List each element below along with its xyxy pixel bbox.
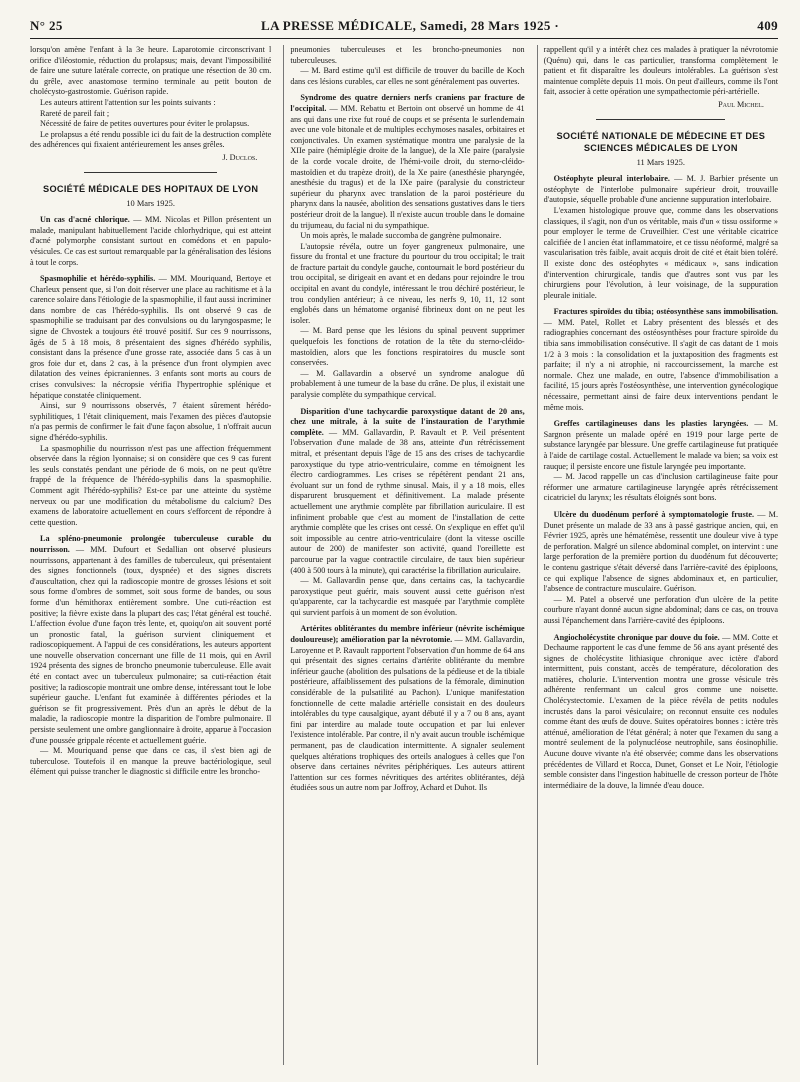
communication-title: Greffes cartilagineuses dans les plasties laryngées. [553, 419, 749, 429]
communication [290, 407, 524, 577]
paragraph: — M. Bard estime qu'il est difficile de trouver du bacille de Koch dans ces lésions curables, car elles ne sont généralement pas ouvertes. [290, 66, 525, 86]
paragraph: rappellent qu'il y a intérêt chez ces malades à pratiquer la névrotomie (Quénu) qui, dans le cas particulier, transforma complètement le patient et fit disparaître les douleurs intolérables. La guérison s'est maintenue complète depuis 11 mois. On peut d'ailleurs, comme ils l'ont fait, associer à cette opération une sympathectomie péri-artérielle. [543, 45, 778, 97]
communication [544, 510, 778, 595]
communication [30, 274, 271, 401]
communication-text: — MM. Rebattu et Bertoin ont observé un homme de 41 ans qui dans une rixe fut roué de coups et se présenta le surlendemain avec une vole bitonale et de multiples ecchymoses nasales, orbitaires et conjonctivales. Un examen systématique montra une paralysie de la XIIe paire (hémiplégie droite de la langue), de la XIe paire (paralysie de la corde vocale droite, de l'hémi-voile droit, du sterno-cléido-mastoïdien et du trapèze droit), de la Xe paire (anesthésie pharyngée, anesthésie du tragus) et de la IXe paire (paralysie du constricteur supérieur du pharynx avec translation de la paroi postérieure du pharynx dans la nausée, abolition des sensations gustatives dans le tiers postérieur droit de la langue). Il n'existe aucun trouble dans le domaine du trijumeau, du facial ni du sympathique. [290, 103, 525, 230]
paragraph: Rareté de pareil fait ; [40, 108, 110, 118]
communication-text: — MM. Nicolas et Pillon présentent un malade, manipulant habituellement l'acide chlorhydrique, qui est atteint d'acné polymorphe consistant surtout en comédons et en papulo-vésicules. Ce cas est surtout remarquable par la généralisation des lésions à tout le corps. [30, 215, 272, 267]
paragraph: Nécessité de faire de petites ouvertures pour éviter le prolapsus. [40, 119, 250, 129]
signature: Paul Michel. [718, 99, 764, 109]
paragraph: Un mois après, le malade succomba de gangrène pulmonaire. [300, 231, 502, 241]
communication [290, 624, 524, 794]
session-date: 10 Mars 1925. [126, 198, 175, 208]
paragraph: — M. Patel a observé une perforation d'un ulcère de la petite courbure n'ayant donné aucun signe abdominal; dans ce cas, on trouva aussi l'épanchement dans l'arrière-cavité des épiploons. [543, 594, 778, 625]
journal-page [30, 18, 778, 1070]
communication [544, 307, 778, 413]
session-date: 11 Mars 1925. [636, 157, 685, 167]
page-number: 409 [757, 18, 778, 33]
paragraph: — M. Jacod rappelle un cas d'inclusion cartilagineuse faite pour réformer une armature cartilagineuse laryngée après rétrécissement cicatriciel du larynx; les résultats éloignés sont bons. [543, 472, 778, 503]
communication-title: Fractures spiroïdes du tibia; ostéosynthèse sans immobilisation. [553, 307, 778, 317]
paragraph: — M. Gallavardin a observé un syndrome analogue dû probablement à une tumeur de la base du crâne. De plus, il existait une paralysie complète du sympathique cervical. [290, 368, 525, 399]
communication [30, 534, 271, 746]
communication [544, 419, 778, 472]
journal-title: LA PRESSE MÉDICALE, Samedi, 28 Mars 1925 · [261, 18, 560, 33]
communication-text: — M. Sargnon présente un malade opéré en 1919 pour large perte de substance laryngée par blessure. Une greffe cartilagineuse fut pratiquée à l'aide de cartilage costal. Actuellement le malade va bien; sa voix est rauque; il persiste encore une fistule laryngée peu importante. [543, 419, 778, 471]
signature: J. Duclos. [222, 152, 258, 162]
communication-text: — MM. Dufourt et Sedallian ont observé plusieurs nourrissons, appartenant à des familles de tuberculeux, qui présentaient des signes fonctionnels (toux, dyspnée) et des signes discrets d'auscultation, chez qui la radioscopie montre de grosses lésions et soit sous forme d'ombres de sommet, soit sous forme de bandes, ou sous forme d'un hémithorax entièrement sombre. Une cuti-réaction est positive; la fièvre existe dans la plupart des cas; l'état général est touché. L'affection évolue d'une façon très lente, et, quoiqu'on ait souvent porté un pronostic fatal, la guérison survient cliniquement et radioscopiquement. A l'appui de ces considérations, les auteurs apportent une nouvelle observation concernant une fille de 11 mois, qui en Avril 1924 présenta des signes de broncho pneumonie tuberculeuse. Elle avait été en contact avec un tuberculeux pulmonaire; sa cuti-réaction était positive; la radioscopie montrait une ombre dense, intéressant tout le lobe supérieur gauche. L'enfant fut examinée à différentes périodes et la guérison se fit progressivement. Près d'un an après le début de la maladie, la radioscopie montre la disparition de l'ombre pulmonaire. Il persiste seulement une ombre ganglionnaire à droite, apparue à l'occasion d'une poussée grippale récente et actuellement guérie. [30, 544, 272, 745]
communication-text: — M. J. Barbier présente un ostéophyte de l'interlobe pulmonaire supérieur droit, trouvaille d'autopsie, séquelle probable d'une ancienne suppuration interlobaire. [543, 174, 778, 205]
communication-title: Ostéophyte pleural interlobaire. [553, 174, 670, 184]
communication [290, 93, 524, 231]
communication-title: Artérites oblitérantes du membre inférieur (névrite ischémique douloureuse); amélioration par la névrotomie. [290, 624, 525, 645]
communication [544, 174, 778, 206]
text-columns [30, 45, 778, 1065]
section-divider [84, 172, 217, 173]
communication-title: Spasmophilie et hérédo-syphilis. [40, 274, 156, 284]
paragraph: Le prolapsus a été rendu possible ici du fait de la destruction complète des adhérences qui fixaient antérieurement les anses grêles. [30, 129, 272, 150]
communication-title: Angiocholécystite chronique par douve du foie. [553, 632, 720, 642]
paragraph: Les auteurs attirent l'attention sur les points suivants : [40, 97, 216, 107]
paragraph: La spasmophilie du nourrisson n'est pas une affection fréquemment observée dans la région lyonnaise; si on considère que ces 9 cas furent les seuls constatés pendant une période de 6 mois, on ne peut qu'être frappé de la fréquence de l'hérédo-syphilis dans la spasmophilie. Comment agit l'hérédo-syphilis? Est-ce par une atteinte du système nerveux ou par une modification du métabolisme du calcium? Des examens de laboratoire actuellement en cours s'efforcent de répondre à cette question. [30, 443, 272, 527]
communication-title: Ulcère du duodénum perforé à symptomatologie fruste. [553, 509, 755, 519]
paragraph: pneumonies tuberculeuses et les broncho-pneumonies non tuberculeuses. [290, 45, 525, 65]
column-1 [30, 45, 271, 1065]
paragraph: — M. Gallavardin pense que, dans certains cas, la tachycardie paroxystique peut guérir, mais souvent aussi cette guérison n'est qu'apparente, car la tachycardie est masquée par l'arythmie complète qui survient parfois à un moment de son évolution. [290, 576, 525, 617]
issue-number: N° 25 [30, 18, 63, 33]
communication-text: — M. Dunet présente un malade de 33 ans à passé gastrique ancien, qui, en Février 1925, après une hématémèse, ressentit une douleur vive à type de perforation. Malgré un silence abdominal complet, on intervint : une large perforation de la première portion du duodénum fut découverte; le contenu gastrique s'était déversé dans l'arrière-cavité des épiploons, ce qui explique l'absence de signes abdominaux et, en particulier, l'absence de contracture musculaire. Guérison. [543, 509, 778, 594]
communication [30, 215, 271, 268]
communication-text: — MM. Gallavardin, P. Ravault et P. Veil présentent l'observation d'une malade de 38 ans, atteinte d'un rétrécissement mitral, et présentant depuis l'âge de 15 ans des crises de tachycardie paroxystique du type atrio-ventriculaire, comme en témoignent les électro cardiogrammes. Les crises se répétèrent pendant 21 ans, évoluant sur un fond de rythme sinusal. Mais, il y a 18 mois, elles disparurent brusquement et définitivement. La malade présente actuellement une arythmie complète par fibrillation auriculaire. Il est infiniment probable que c'est au moment de l'installation de cette arythmie complète que les crises ont cessé. On s'explique en effet qu'il soit impossible au centre atrio-ventriculaire (dont la vitesse oscille autour de 200) de manifester son activité, quand l'oreillette est parcourue par la vague contractile circulaire, de taux bien supérieur (400 à 500 tours à la minute), qui caractérise la fibrillation auriculaire. [290, 427, 525, 575]
communication-text: — MM. Patel, Rollet et Labry présentent des blessés et des radiographies concernant des ostéosynthèses pour fracture spiroïde du tibia sans immobilisation consécutive. Il s'agit de cas datant de 1 mois 1/2 à 3 mois : la consolidation et la juxtaposition des fragments est parfaite; il n'y a ni atrophie, ni raccourcissement, la marche est normale. Chez une malade, en outre, l'absence d'immobilisation a facilité, 15 jours après l'ostéosynthèse, une intervention gynécologique nécessaire, permettant ainsi de faire deux interventions pendant le même mois. [543, 317, 778, 412]
communication-text: — MM. Mouriquand, Bertoye et Charleux pensent que, si l'on doit réserver une place au rachitisme et à la carence solaire dans l'étiologie de la spasmophilie, il faut aussi incriminer dans nombre de cas l'hérédo-syphilis. Ils ont observé 9 cas de spasmophilie se traduisant par des convulsions ou du laryngospasme; le signe de Chvostek a toujours été trouvé positif. Sur ces 9 nourrissons, âgés de 5 à 18 mois, 8 présentaient des signes d'hérédo syphilis, consistant dans la présence d'une grosse rate, associée dans 5 cas à un gros foie dur et, dans 2 cas, à la présence d'un front olympien avec dilatation des veines épicraniennes. 3 enfants sont morts au cours de crises convulsives: la nécropsie vérifia l'hypertrophie splénique et hépatique constatée cliniquement. [30, 274, 272, 400]
communication-title: La spléno-pneumonie prolongée tuberculeuse curable du nourrisson. [30, 534, 272, 554]
paragraph: lorsqu'on amène l'enfant à la 3e heure. Laparotomie circonscrivant l orifice d'iléostomie, réduction du prolapsus; mais, devant l'impossibilité de faire une suture latérale correcte, on pratique une résection de 30 cm. du grêle, avec anastomose termino terminale au petit bouton de cholécysto-gastrostomie. Guérison rapide. [30, 45, 272, 97]
communication-title: Syndrome des quatre derniers nerfs craniens par fracture de l'occipital. [290, 93, 525, 113]
paragraph: — M. Mouriquand pense que dans ce cas, il s'est bien agi de tuberculose. Toutefois il en manque la preuve bactériologique, seul élément qui puisse trancher le diagnostic si difficile entre les broncho- [30, 746, 272, 777]
communication-text: — MM. Cotte et Dechaume rapportent le cas d'une femme de 56 ans ayant présenté des signes de cholécystite lithiasique chronique avec ictère d'abord intermittent, puis constant, accès de température, décoloration des matières, cholurie. L'intervention montra une grosse vésicule très adhérente renfermant un calcul gros comme une noisette. Cholécystectomie. L'examen de la pièce révéla de petits nodules incrustés dans la paroi vésiculaire; on reconnut ensuite ces nodules comme étant des œufs de douve. Suites opératoires bonnes : ictère très atténué, amélioration de l'état général; à noter que l'examen du sang a montré seulement de la polynucléose neutrophile, sans éosinophilie. Aucune douve vivante n'a été observée; comme dans les observations précédentes de Villard et Rocca, Dunet, Gonset et Le Noir, l'étiologie semble consister dans l'ingestion habituelle de cresson porteur de l'hôte intermédiaire de la douve, la limnée d'eau douce. [543, 632, 778, 790]
society-heading: SOCIÉTÉ NATIONALE DE MÉDECINE ET DES SCIENCES MÉDICALES DE LYON [556, 130, 766, 153]
communication-text: — MM. Gallavardin, Laroyenne et P. Ravault rapportent l'observation d'un homme de 64 ans qui présentait des signes certains d'artérite oblitérante du membre inférieur gauche (abolition des pulsations de la pédieuse et de la tibiale postérieure, affaiblissement des pulsations de la fémorale, diminution considérable de la pulsatilité au Pachon). L'unique manifestation fonctionnelle de cette maladie artérielle consistait en des douleurs intolérables du type causalgique, ayant débuté il y a 7 ou 8 ans, ayant fini par interdire au malade toute occupation et par lui enlever l'existence intolérable. Par contre, il n'y avait aucun trouble ischémique permanent, pas de claudication intermittente. A signaler seulement quelques altérations trophiques des orteils analogues à celles que l'on observe dans certaines névrites périphériques. Les auteurs attirent l'attention sur ces formes névritiques des artérites oblitérantes, déjà étudiées sous un autre nom par Joffroy, Achard et Duhot. Ils [290, 635, 525, 793]
paragraph: L'autopsie révéla, outre un foyer gangreneux pulmonaire, une fissure du frontal et une fracture du pourtour du trou occipital; le trait de fracture partait du condyle gauche, contournait le bord postérieur du trou occipital, se dirigeait en avant et en dedans pour rejoindre le trou occipital en avant du condyle, intéressant le trou déchiré postérieur, le trou condylien antérieur; à ce niveau, les nerfs 9, 10, 11, 12 sont englobés dans un hématome organisé fibrineux dont on ne peut les isoler. [290, 241, 525, 325]
column-3 [537, 45, 778, 1065]
paragraph: Ainsi, sur 9 nourrissons observés, 7 étaient sûrement hérédo-syphilitiques, 1 l'était cliniquement, mais l'examen des pièces d'autopsie n'a pas permis de confirmer le fait d'une façon absolue, 1 n'offrait aucun signe d'hérédo-syphilis. [30, 401, 272, 442]
communication-title: Disparition d'une tachycardie paroxystique datant de 20 ans, chez une mitrale, à la suite de l'instauration de l'arythmie complète. [290, 406, 525, 437]
running-head [30, 18, 778, 39]
society-heading: SOCIÉTÉ MÉDICALE DES HOPITAUX DE LYON [43, 183, 259, 194]
section-divider [596, 119, 725, 120]
column-2 [283, 45, 524, 1065]
communication [544, 633, 778, 792]
paragraph: L'examen histologique prouve que, comme dans les observations classiques, il s'agit, non d'un os véritable, mais d'un « tissu ossiforme » pour employer le terme de Cruveilhier. C'est une véritable cicatrice calcifiée de l ancien état inflammatoire, et ce tissu néoformé, malgré sa vascularisation très faible, avait acquis droit de cité et était bien toléré. Il existe donc des ostéophytes « médicaux », sans indication d'intervention chirurgicale, tandis que d'autres sont vus par les chirurgiens pour l'évolution, à leur voisinage, de la suppuration pleurale initiale. [543, 205, 778, 300]
communication-title: Un cas d'acné chlorique. [40, 215, 130, 225]
paragraph: — M. Bard pense que les lésions du spinal peuvent supprimer quelquefois les fonctions de rotation de la tête du sterno-cléido-mastoïdien, alors que les fonctions respiratoires du muscle sont conservées. [290, 326, 525, 368]
